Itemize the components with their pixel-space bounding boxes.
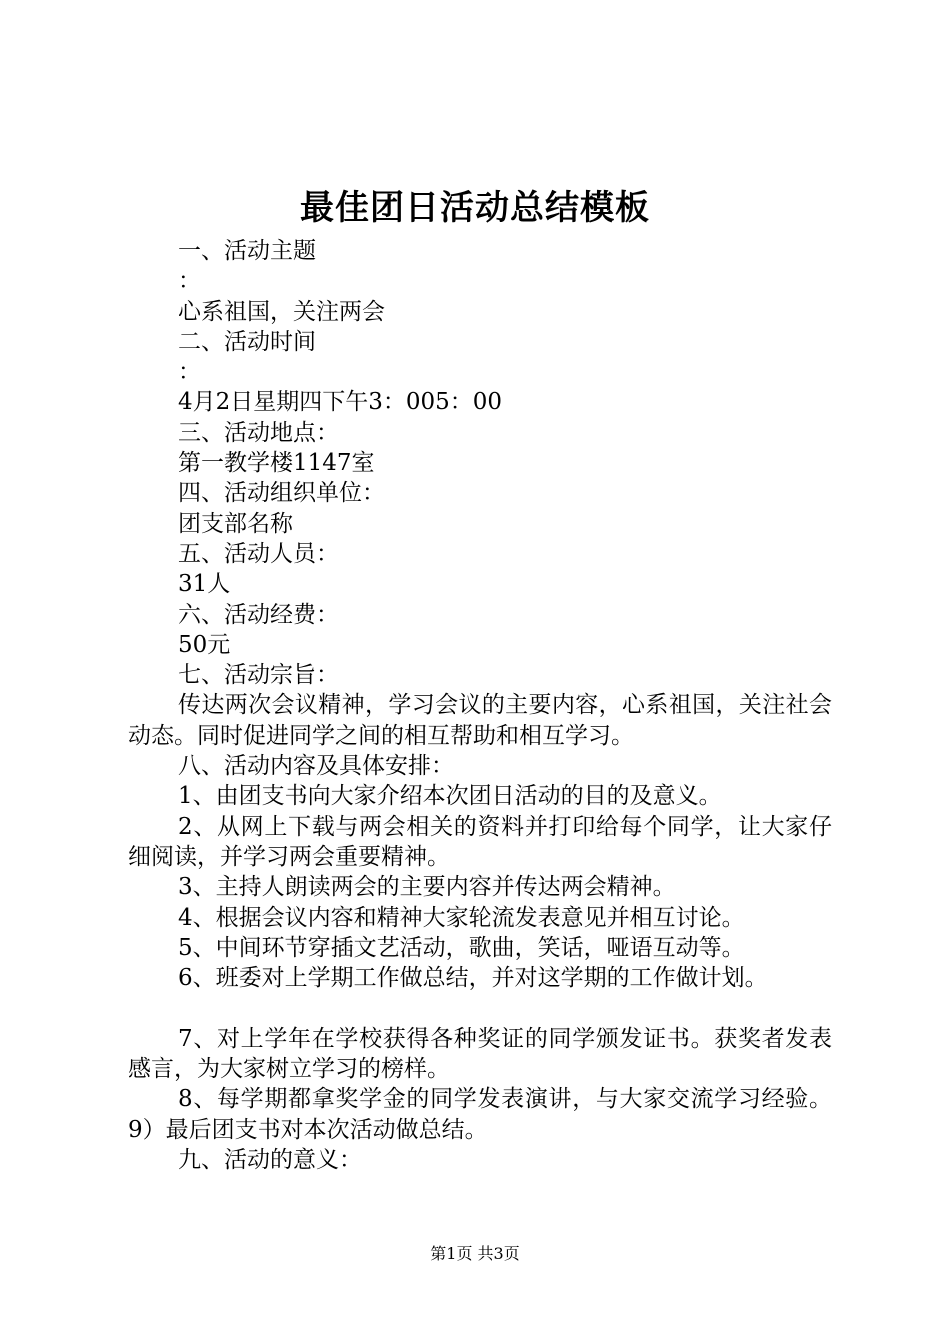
section-heading-participants: 五、活动人员： xyxy=(178,540,339,567)
participants-value: 31人 xyxy=(178,571,231,598)
location-value: 第一教学楼1147室 xyxy=(178,450,375,477)
section-heading-purpose: 七、活动宗旨： xyxy=(178,662,339,689)
organizer-value: 团支部名称 xyxy=(178,510,293,537)
section-heading-content: 八、活动内容及具体安排： xyxy=(178,753,454,780)
section-heading-budget: 六、活动经费： xyxy=(178,601,339,628)
theme-value: 心系祖国，关注两会 xyxy=(178,298,385,325)
content-item: 2、从网上下载与两会相关的资料并打印给每个同学，让大家仔细阅读，并学习两会重要精神。 xyxy=(128,813,832,870)
document-body xyxy=(128,236,832,1175)
time-value: 4月2日星期四下午3：005：00 xyxy=(178,389,503,416)
content-item: 5、中间环节穿插文艺活动，歌曲，笑话，哑语互动等。 xyxy=(178,934,745,961)
content-item: 4、根据会议内容和精神大家轮流发表意见并相互讨论。 xyxy=(178,904,745,931)
section-heading-theme: 一、活动主题 xyxy=(178,238,316,264)
colon-line: ： xyxy=(178,359,201,386)
section-heading-location: 三、活动地点： xyxy=(178,419,339,446)
document-title: 最佳团日活动总结模板 xyxy=(300,188,650,228)
content-item: 7、对上学年在学校获得各种奖证的同学颁发证书。获奖者发表感言，为大家树立学习的榜样。 xyxy=(128,1025,832,1083)
blank-line xyxy=(128,993,832,1023)
content-item: 6、班委对上学期工作做总结，并对这学期的工作做计划。 xyxy=(178,965,768,992)
colon-line: ： xyxy=(178,268,201,295)
budget-value: 50元 xyxy=(178,631,231,658)
purpose-paragraph: 传达两次会议精神，学习会议的主要内容，心系祖国，关注社会动态。同时促进同学之间的相互帮助和相互学习。 xyxy=(128,692,832,749)
section-heading-significance: 九、活动的意义： xyxy=(178,1146,362,1173)
page-footer: 第1页 共3页 xyxy=(430,1244,520,1263)
content-item: 8、每学期都拿奖学金的同学发表演讲，与大家交流学习经验。9）最后团支书对本次活动做总结。 xyxy=(128,1086,832,1143)
section-heading-time: 二、活动时间 xyxy=(178,328,316,355)
section-heading-organizer: 四、活动组织单位： xyxy=(178,480,385,507)
content-item: 1、由团支书向大家介绍本次团日活动的目的及意义。 xyxy=(178,783,722,810)
content-item: 3、主持人朗读两会的主要内容并传达两会精神。 xyxy=(178,874,676,901)
